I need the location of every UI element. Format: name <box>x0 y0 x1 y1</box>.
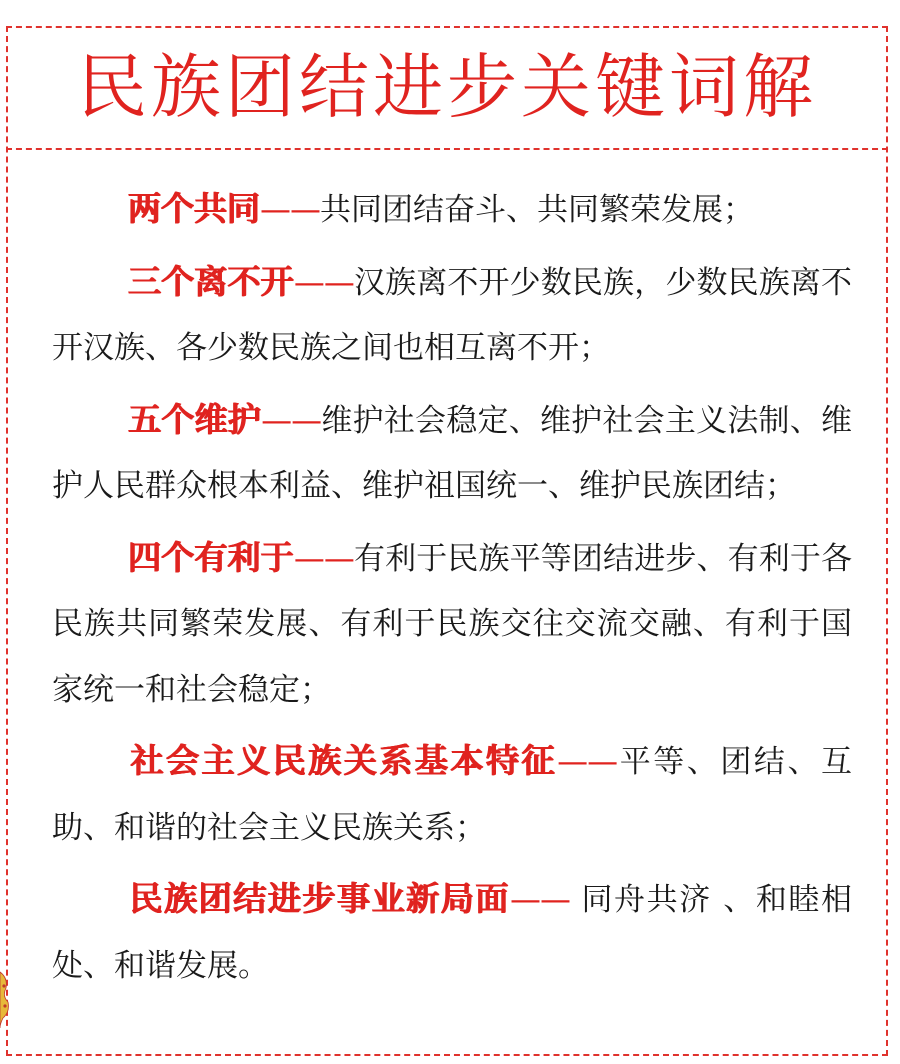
keyword-term: 两个共同 <box>128 189 260 228</box>
keyword-term: 三个离不开 <box>128 261 294 301</box>
keyword-entry-five-safeguards <box>52 387 852 520</box>
keyword-definition: 同舟共济 、和睦相处、和谐发展。 <box>52 882 853 984</box>
keyword-entry-two-commons <box>52 176 852 244</box>
keyword-dash: —— <box>510 882 571 918</box>
keyword-term: 民族团结进步事业新局面 <box>128 879 511 918</box>
keyword-dash: —— <box>293 540 354 577</box>
keyword-list <box>52 176 852 999</box>
keyword-term: 社会主义民族关系基本特征 <box>128 741 558 780</box>
keyword-definition: 共同团结奋斗、共同繁荣发展； <box>320 192 754 228</box>
title-bar <box>6 26 888 150</box>
keyword-dash: —— <box>261 402 322 439</box>
keyword-definition: 有利于民族平等团结进步、有利于各民族共同繁荣发展、有利于民族交往交流交融、有利于国家统一和社会稳定； <box>52 540 853 708</box>
keyword-term: 四个有利于 <box>128 537 294 577</box>
keyword-entry-four-benefits <box>52 525 852 724</box>
decorative-edge-icon <box>0 968 10 1028</box>
keyword-dash: —— <box>293 264 354 301</box>
keyword-dash: —— <box>260 192 320 228</box>
keyword-definition: 平等、团结、互助、和谐的社会主义民族关系； <box>52 744 853 846</box>
page-title: 民族团结进步关键词解 <box>77 46 817 128</box>
keyword-definition: 汉族离不开少数民族，少数民族离不开汉族、各少数民族之间也相互离不开； <box>52 264 853 366</box>
keyword-entry-socialist-ethnic-relations <box>52 728 852 861</box>
keyword-dash: —— <box>557 744 618 780</box>
keyword-entry-three-inseparables <box>52 249 852 382</box>
keyword-definition: 维护社会稳定、维护社会主义法制、维护人民群众根本利益、维护祖国统一、维护民族团结； <box>52 402 853 504</box>
keyword-term: 五个维护 <box>128 399 262 439</box>
keyword-entry-new-situation <box>52 866 852 999</box>
